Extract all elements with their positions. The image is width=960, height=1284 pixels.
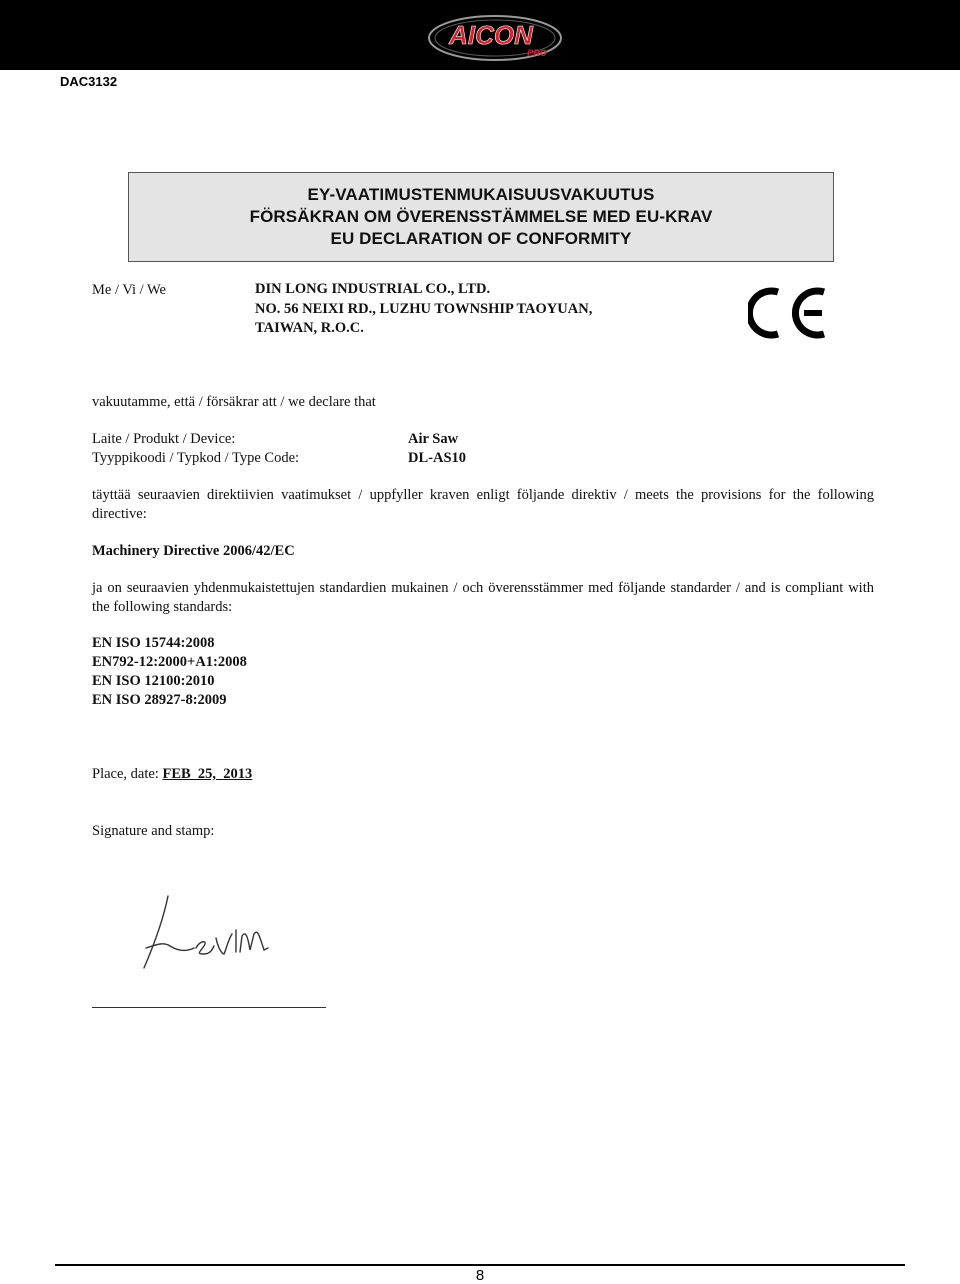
title-line-english: EU DECLARATION OF CONFORMITY [330,229,632,248]
device-label: Laite / Produkt / Device: [92,431,236,447]
standard-item: EN ISO 15744:2008 [92,635,215,651]
signature-label: Signature and stamp: [92,823,215,839]
standards-statement: ja on seuraavien yhdenmukaistettujen standardien mukainen / och överensstämmer med följande standarder / and is compliant with the following standards: [92,580,874,615]
company-name: DIN LONG INDUSTRIAL CO., LTD. [255,281,491,297]
title-line-finnish: EY-VAATIMUSTENMUKAISUUSVAKUUTUS [307,185,655,204]
company-address-line: NO. 56 NEIXI RD., LUZHU TOWNSHIP TAOYUAN, [255,300,593,317]
standard-item: EN792-12:2000+A1:2008 [92,654,247,670]
type-code-label: Tyyppikoodi / Typkod / Type Code: [92,450,300,466]
directive-name: Machinery Directive 2006/42/EC [92,543,295,559]
logo-subtext: PRO [527,48,547,58]
date-value: FEB 25, 2013 [162,766,253,782]
declare-statement: vakuutamme, että / försäkrar att / we declare that [92,394,376,410]
standard-item: EN ISO 28927-8:2009 [92,692,227,708]
standard-item: EN ISO 12100:2010 [92,673,215,689]
ce-mark-icon [748,284,828,342]
title-box [128,172,834,262]
handwritten-signature [138,890,273,972]
title-line-swedish: FÖRSÄKRAN OM ÖVERENSSTÄMMELSE MED EU-KRAV [249,207,713,226]
footer-rule [55,1264,905,1266]
declarant-label: Me / Vi / We [92,282,166,298]
page-number: 8 [475,1267,485,1284]
device-value: Air Saw [408,431,459,447]
provisions-statement: täyttää seuraavien direktiivien vaatimukset / uppfyller kraven enligt följande direktiv / meets the provisions for the following directive: [92,487,874,522]
place-date-label: Place, date: [92,766,159,782]
company-address [255,280,592,339]
logo-text: AICON [449,20,533,50]
company-country: TAIWAN, R.O.C. [255,320,364,336]
standards-list [92,634,247,710]
place-date-line [92,765,252,784]
document-code: DAC3132 [60,74,118,89]
signature-line [92,1007,326,1008]
aicon-pro-logo [425,8,565,64]
type-code-value: DL-AS10 [408,450,467,466]
